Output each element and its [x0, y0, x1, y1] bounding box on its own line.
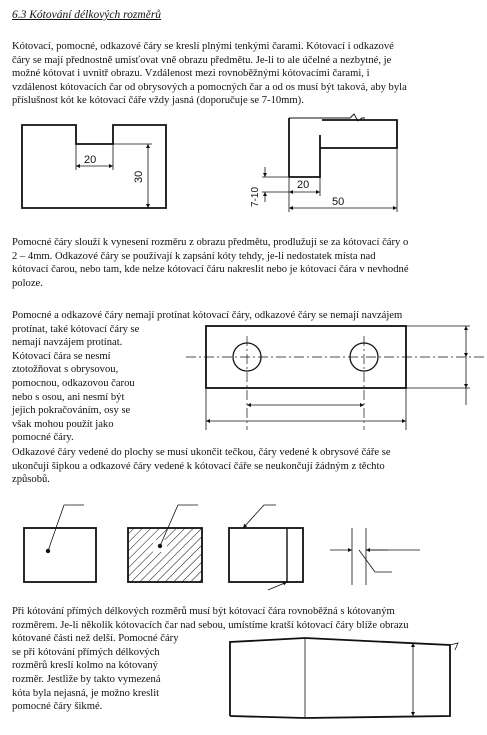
- text-line: jejich pokračováním, osy se: [12, 405, 131, 417]
- text-line: protínat, také kótovací čáry se: [12, 323, 140, 335]
- text-line: Kótovací, pomocné, odkazové čáry se kreslí plnými tenkými čarami. Kótovací i odkazové: [12, 41, 394, 52]
- figure-leader-to-dimension: [330, 528, 420, 585]
- section-heading: 6.3 Kótování délkových rozměrů: [12, 9, 162, 21]
- text-line: nebo s osou, ani nesmí být: [12, 391, 125, 403]
- text-line: kóta byla nejasná, je možno kreslit: [12, 687, 160, 699]
- text-line: příslušnost kót ke kótovací čáře vždy jasná (doporučuje se 7-10mm).: [12, 95, 304, 107]
- text-line: kótovací čarou, nebo tam, kde nelze kótovací čáru nakreslit nebo je kótovací čára v nevhodné: [12, 264, 409, 276]
- dimension-label-total: 50: [332, 196, 345, 208]
- figure-plate-with-holes: [186, 326, 487, 430]
- text-line: pomocnou, odkazovou čarou: [12, 377, 135, 389]
- text-line: ukončují šipkou a odkazové čáry vedené k kótovací čáře se neukončují žádným z těchto: [12, 460, 385, 472]
- figure-tapered-part: [230, 638, 458, 718]
- text-line: pomocné čáry.: [12, 432, 74, 444]
- text-line: možné kótovat i uvnitř obrazu. Vzdálenost mezi rovnoběžnými kótovacími čarami, i: [12, 68, 370, 80]
- text-line: Pomocné a odkazové čáry nemají protínat kótovací čáry, odkazové čáry se nemají navzájem: [12, 310, 403, 321]
- text-line: Odkazové čáry vedené do plochy se musí ukončit tečkou, čáry vedené k obrysové čáře se: [12, 447, 391, 458]
- text-line: Při kótování přímých délkových rozměrů musí být kótovací čára rovnoběžná s kótovaným: [12, 606, 395, 617]
- text-line: vzdálenost kótovacích čar od obrysových a pomocných čar a od os musí být taková, aby byla: [12, 81, 407, 93]
- text-line: se při kótování přímých délkových: [12, 646, 160, 658]
- text-line: rozměr. Jestliže by takto vymezená: [12, 673, 161, 685]
- text-line: však mohou použít jako: [12, 418, 114, 430]
- text-line: Pomocné čáry slouží k vynesení rozměru z obrazu předmětu, prodlužují se za kótovací čáry o: [12, 237, 409, 248]
- dimension-label-step: 20: [297, 179, 310, 191]
- dimension-label-height: 30: [133, 170, 145, 183]
- figure-leader-dot: [24, 505, 96, 582]
- text-line: Kótovací čára se nesmí: [12, 350, 111, 362]
- text-line: ztotožňovat s obrysovou,: [12, 364, 119, 376]
- figure-leader-dot-hatched: [128, 505, 202, 582]
- text-line: rozměrem. Je-li několik kótovacích čar nad sebou, umístíme kratší kótovací čáry blíže obrazu: [12, 619, 409, 631]
- text-line: nemají navzájem protínat.: [12, 337, 123, 349]
- text-line: způsobů.: [12, 474, 50, 486]
- text-line: kótované části než delší. Pomocné čáry: [12, 633, 179, 645]
- figure-notched-part: [22, 125, 166, 208]
- text-line: rozměrů kreslí kolmo na kótovaný: [12, 660, 158, 672]
- text-line: 2 – 4mm. Odkazové čáry se používají k zapsání kóty tehdy, je-li nedostatek místa nad: [12, 250, 376, 262]
- text-line: čáry se mají přednostně umisťovat vně obrazu předmětu. Je-li to ale účelné a nezbytné, je: [12, 54, 392, 66]
- text-line: pomocné čáry šikmé.: [12, 701, 103, 713]
- figure-stepped-shaft: [250, 114, 397, 212]
- figure-leader-arrow: [229, 505, 303, 590]
- dimension-label-spacing: 7-10: [250, 186, 261, 207]
- dimension-label-width: 20: [84, 154, 97, 166]
- text-line: poloze.: [12, 277, 43, 289]
